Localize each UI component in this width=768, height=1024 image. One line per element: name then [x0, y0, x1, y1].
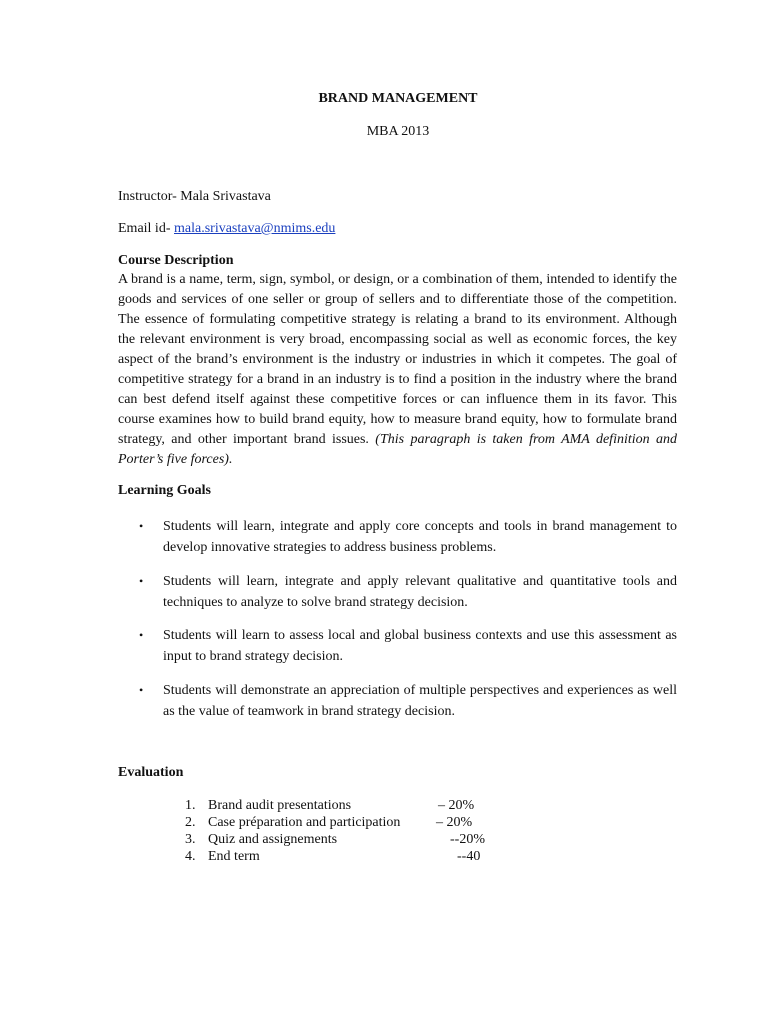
learning-goal-text: Students will learn, integrate and apply relevant qualitative and quantitative tools and techniques to analyze to solve brand strategy decision.: [163, 574, 677, 610]
evaluation-heading: Evaluation: [118, 765, 184, 780]
evaluation-number: 2.: [185, 815, 196, 830]
learning-goal-text: Students will demonstrate an appreciation of multiple perspectives and experiences as well as the value of teamwork in brand strategy decision.: [163, 683, 677, 719]
document-subtitle: MBA 2013: [366, 124, 430, 139]
evaluation-row: [185, 849, 505, 866]
evaluation-label: Case préparation and participation: [208, 815, 401, 830]
course-description-note: (This paragraph is taken from AMA definition and Porter’s five forces).: [118, 432, 677, 467]
evaluation-label: End term: [208, 849, 260, 864]
learning-goal-item: [139, 516, 677, 558]
evaluation-label: Brand audit presentations: [208, 798, 352, 813]
bullet-icon: •: [139, 683, 144, 697]
evaluation-weight: --40: [457, 849, 481, 864]
document-title: BRAND MANAGEMENT: [318, 91, 478, 106]
learning-goal-text: Students will learn, integrate and apply core concepts and tools in brand management to develop innovative strategies to address business problems.: [163, 519, 677, 555]
bullet-icon: •: [139, 519, 144, 533]
learning-goal-text: Students will learn to assess local and global business contexts and use this assessment as input to brand strategy decision.: [163, 628, 677, 664]
course-description-paragraph: [118, 270, 677, 470]
evaluation-weight: – 20%: [438, 798, 475, 813]
evaluation-label: Quiz and assignements: [208, 832, 338, 847]
learning-goal-item: [139, 571, 677, 613]
evaluation-row: [185, 815, 505, 832]
email-line: [118, 221, 335, 237]
evaluation-row: [185, 832, 505, 849]
email-label: Email id-: [118, 221, 174, 236]
instructor-line: Instructor- Mala Srivastava: [118, 189, 271, 204]
learning-goal-item: [139, 680, 677, 722]
learning-goals-heading: Learning Goals: [118, 483, 211, 498]
evaluation-number: 4.: [185, 849, 196, 864]
evaluation-number: 1.: [185, 798, 196, 813]
evaluation-number: 3.: [185, 832, 196, 847]
bullet-icon: •: [139, 628, 144, 642]
evaluation-weight: --20%: [450, 832, 485, 847]
email-link[interactable]: mala.srivastava@nmims.edu: [174, 221, 336, 236]
evaluation-weight: – 20%: [436, 815, 473, 830]
bullet-icon: •: [139, 574, 144, 588]
course-description-text: A brand is a name, term, sign, symbol, or design, or a combination of them, intended to identify the goods and services of one seller or group of sellers and to differentiate those of the competition. The essence of formulating competitive strategy is relating a brand to its environment. Although the relevant environment is very broad, encompassing social as well as economic forces, the key aspect of the brand’s environment is the industry or industries in which it competes. The goal of competitive strategy for a brand in an industry is to find a position in the industry where the brand can best defend itself against these competitive forces or can influence them in its favor. This course examines how to build brand equity, how to measure brand equity, how to formulate brand strategy, and other important brand issues.: [118, 272, 677, 447]
learning-goal-item: [139, 625, 677, 667]
course-description-heading: Course Description: [118, 253, 234, 268]
evaluation-row: [185, 798, 505, 815]
